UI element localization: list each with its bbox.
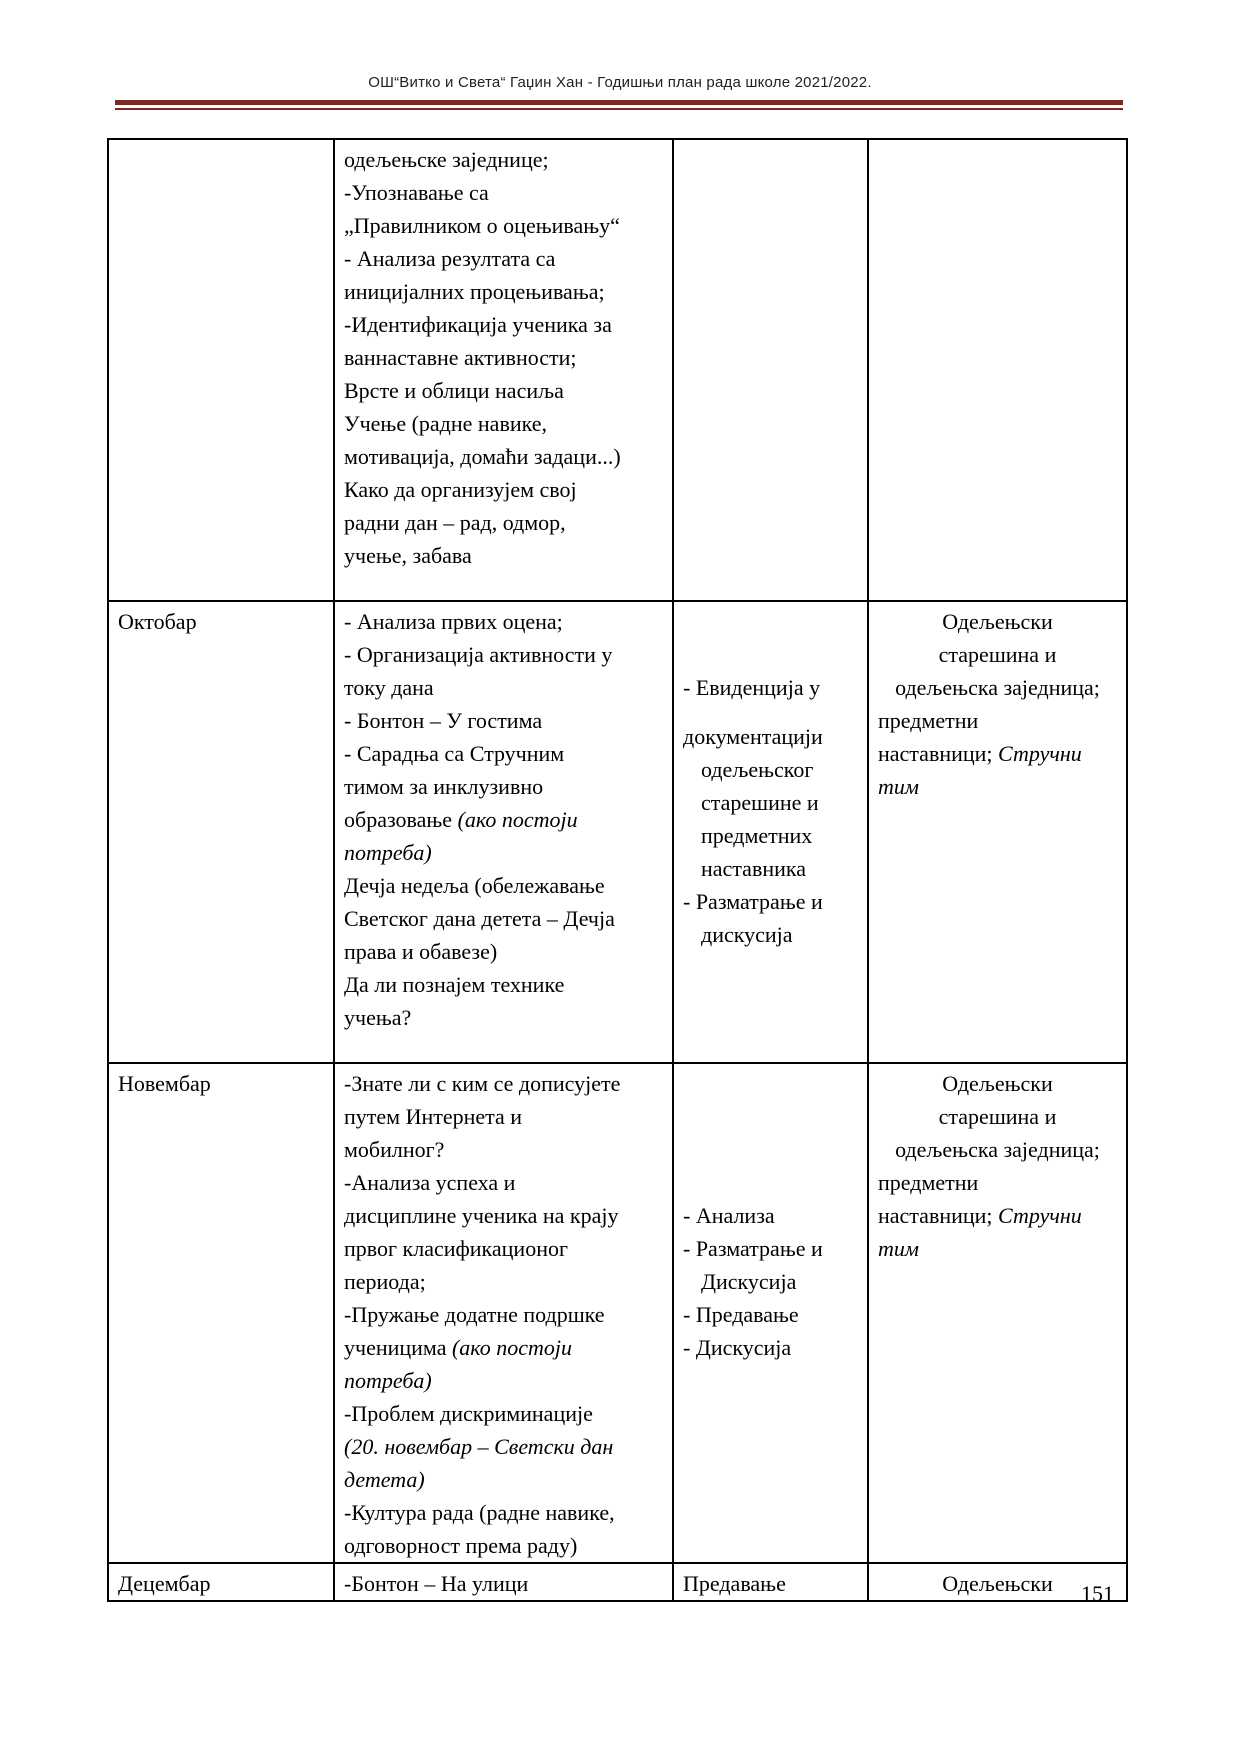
- topic-line: првог класификационог: [344, 1236, 568, 1261]
- topics-cell: [334, 1563, 673, 1601]
- table-row: [108, 1063, 1127, 1563]
- method-line: - Разматрање и: [683, 889, 823, 914]
- topic-line: - Анализа резултата са: [344, 246, 556, 271]
- method-line: предметних: [701, 823, 813, 848]
- table-row: [108, 601, 1127, 1063]
- topic-line: мобилног?: [344, 1137, 445, 1162]
- plan-table: [107, 138, 1128, 1602]
- responsible-line: Одељењски: [942, 1071, 1053, 1096]
- month-label: Октобар: [118, 609, 197, 634]
- method-line: Дискусија: [701, 1269, 797, 1294]
- topic-line: одговорност према раду): [344, 1533, 578, 1558]
- topic-line: потреба): [344, 840, 432, 865]
- topic-line: - Сарадња са Стручним: [344, 741, 565, 766]
- topic-line: Како да организујем свој: [344, 477, 577, 502]
- table-row: [108, 1563, 1127, 1601]
- responsible-line: тим: [878, 774, 919, 799]
- topic-line: одељењске заједнице;: [344, 147, 549, 172]
- month-label: Новембар: [118, 1071, 211, 1096]
- method-line: - Дискусија: [683, 1335, 792, 1360]
- topics-cell: [334, 601, 673, 1063]
- topic-line: мотивација, домаћи задаци...): [344, 444, 621, 469]
- responsible-line: предметни: [878, 708, 979, 733]
- topics-cell: [334, 1063, 673, 1563]
- topic-line: потреба): [344, 1368, 432, 1393]
- responsible-line: одељењска заједница;: [895, 1137, 1100, 1162]
- method-line: дискусија: [701, 922, 793, 947]
- methods-cell: [673, 1063, 868, 1563]
- method-line: - Предавање: [683, 1302, 799, 1327]
- topic-line: - Организација активности у: [344, 642, 613, 667]
- topic-line: права и обавезе): [344, 939, 498, 964]
- topic-line: путем Интернета и: [344, 1104, 523, 1129]
- topic-line: тимом за инклузивно: [344, 774, 544, 799]
- topic-line: -Упознавање са: [344, 180, 489, 205]
- month-label: Децембар: [118, 1571, 211, 1596]
- topic-line: -Анализа успеха и: [344, 1170, 516, 1195]
- topic-line: учења?: [344, 1005, 412, 1030]
- responsible-line: тим: [878, 1236, 919, 1261]
- method-line: одељењског: [701, 757, 814, 782]
- topic-line: „Правилником о оцењивању“: [344, 213, 620, 238]
- topic-line: дисциплине ученика на крају: [344, 1203, 619, 1228]
- method-line: - Евиденција у: [683, 675, 821, 700]
- method-line: наставника: [701, 856, 807, 881]
- topic-line: - Бонтон – У гостима: [344, 708, 543, 733]
- topic-line: ученицима (ако постоји: [344, 1335, 573, 1360]
- responsible-line: Одељењски: [942, 1571, 1053, 1596]
- methods-cell: [673, 601, 868, 1063]
- method-line: документацији: [683, 724, 823, 749]
- topic-line: образовање (ако постоји: [344, 807, 578, 832]
- topic-line: -Бонтон – На улици: [344, 1571, 529, 1596]
- running-header: ОШ“Витко и Света“ Гаџин Хан - Годишњи план рада школе 2021/2022.: [368, 74, 872, 91]
- topic-line: -Пружање додатне подршке: [344, 1302, 605, 1327]
- method-line: Предавање: [683, 1571, 786, 1596]
- methods-cell: [673, 1563, 868, 1601]
- month-cell: [108, 1563, 334, 1601]
- topic-line: радни дан – рад, одмор,: [344, 510, 566, 535]
- method-line: старешине и: [701, 790, 819, 815]
- topic-line: -Знате ли с ким се дописујете: [344, 1071, 621, 1096]
- topic-line: -Проблем дискриминације: [344, 1401, 593, 1426]
- responsible-line: одељењска заједница;: [895, 675, 1100, 700]
- methods-cell: [673, 139, 868, 601]
- responsible-line: старешина и: [938, 642, 1057, 667]
- topic-line: Дечја недеља (обележавање: [344, 873, 605, 898]
- topic-line: периода;: [344, 1269, 426, 1294]
- table-row: [108, 139, 1127, 601]
- topic-line: детета): [344, 1467, 425, 1492]
- topic-line: - Анализа првих оцена;: [344, 609, 563, 634]
- topic-line: Учење (радне навике,: [344, 411, 548, 436]
- header-rule-thick: [115, 100, 1123, 105]
- topic-line: Да ли познајем технике: [344, 972, 565, 997]
- month-cell: [108, 1063, 334, 1563]
- month-cell: [108, 139, 334, 601]
- topic-line: току дана: [344, 675, 434, 700]
- topic-line: иницијалних процењивања;: [344, 279, 605, 304]
- responsible-line: старешина и: [938, 1104, 1057, 1129]
- responsible-cell: [868, 1063, 1127, 1563]
- method-line: - Разматрање и: [683, 1236, 823, 1261]
- topic-line: ваннаставне активности;: [344, 345, 577, 370]
- topic-line: (20. новембар – Светски дан: [344, 1434, 614, 1459]
- responsible-line: наставници; Стручни: [878, 741, 1082, 766]
- topic-line: Врсте и облици насиља: [344, 378, 564, 403]
- responsible-line: наставници; Стручни: [878, 1203, 1082, 1228]
- topics-cell: [334, 139, 673, 601]
- topic-line: -Идентификација ученика за: [344, 312, 612, 337]
- page-number: 151: [1081, 1581, 1114, 1606]
- method-line: - Анализа: [683, 1203, 775, 1228]
- responsible-line: Одељењски: [942, 609, 1053, 634]
- header-rule-thin: [115, 108, 1123, 110]
- topic-line: -Култура рада (радне навике,: [344, 1500, 615, 1525]
- topic-line: Светског дана детета – Дечја: [344, 906, 615, 931]
- responsible-cell: [868, 139, 1127, 601]
- responsible-cell: [868, 601, 1127, 1063]
- month-cell: [108, 601, 334, 1063]
- topic-line: учење, забава: [344, 543, 472, 568]
- responsible-line: предметни: [878, 1170, 979, 1195]
